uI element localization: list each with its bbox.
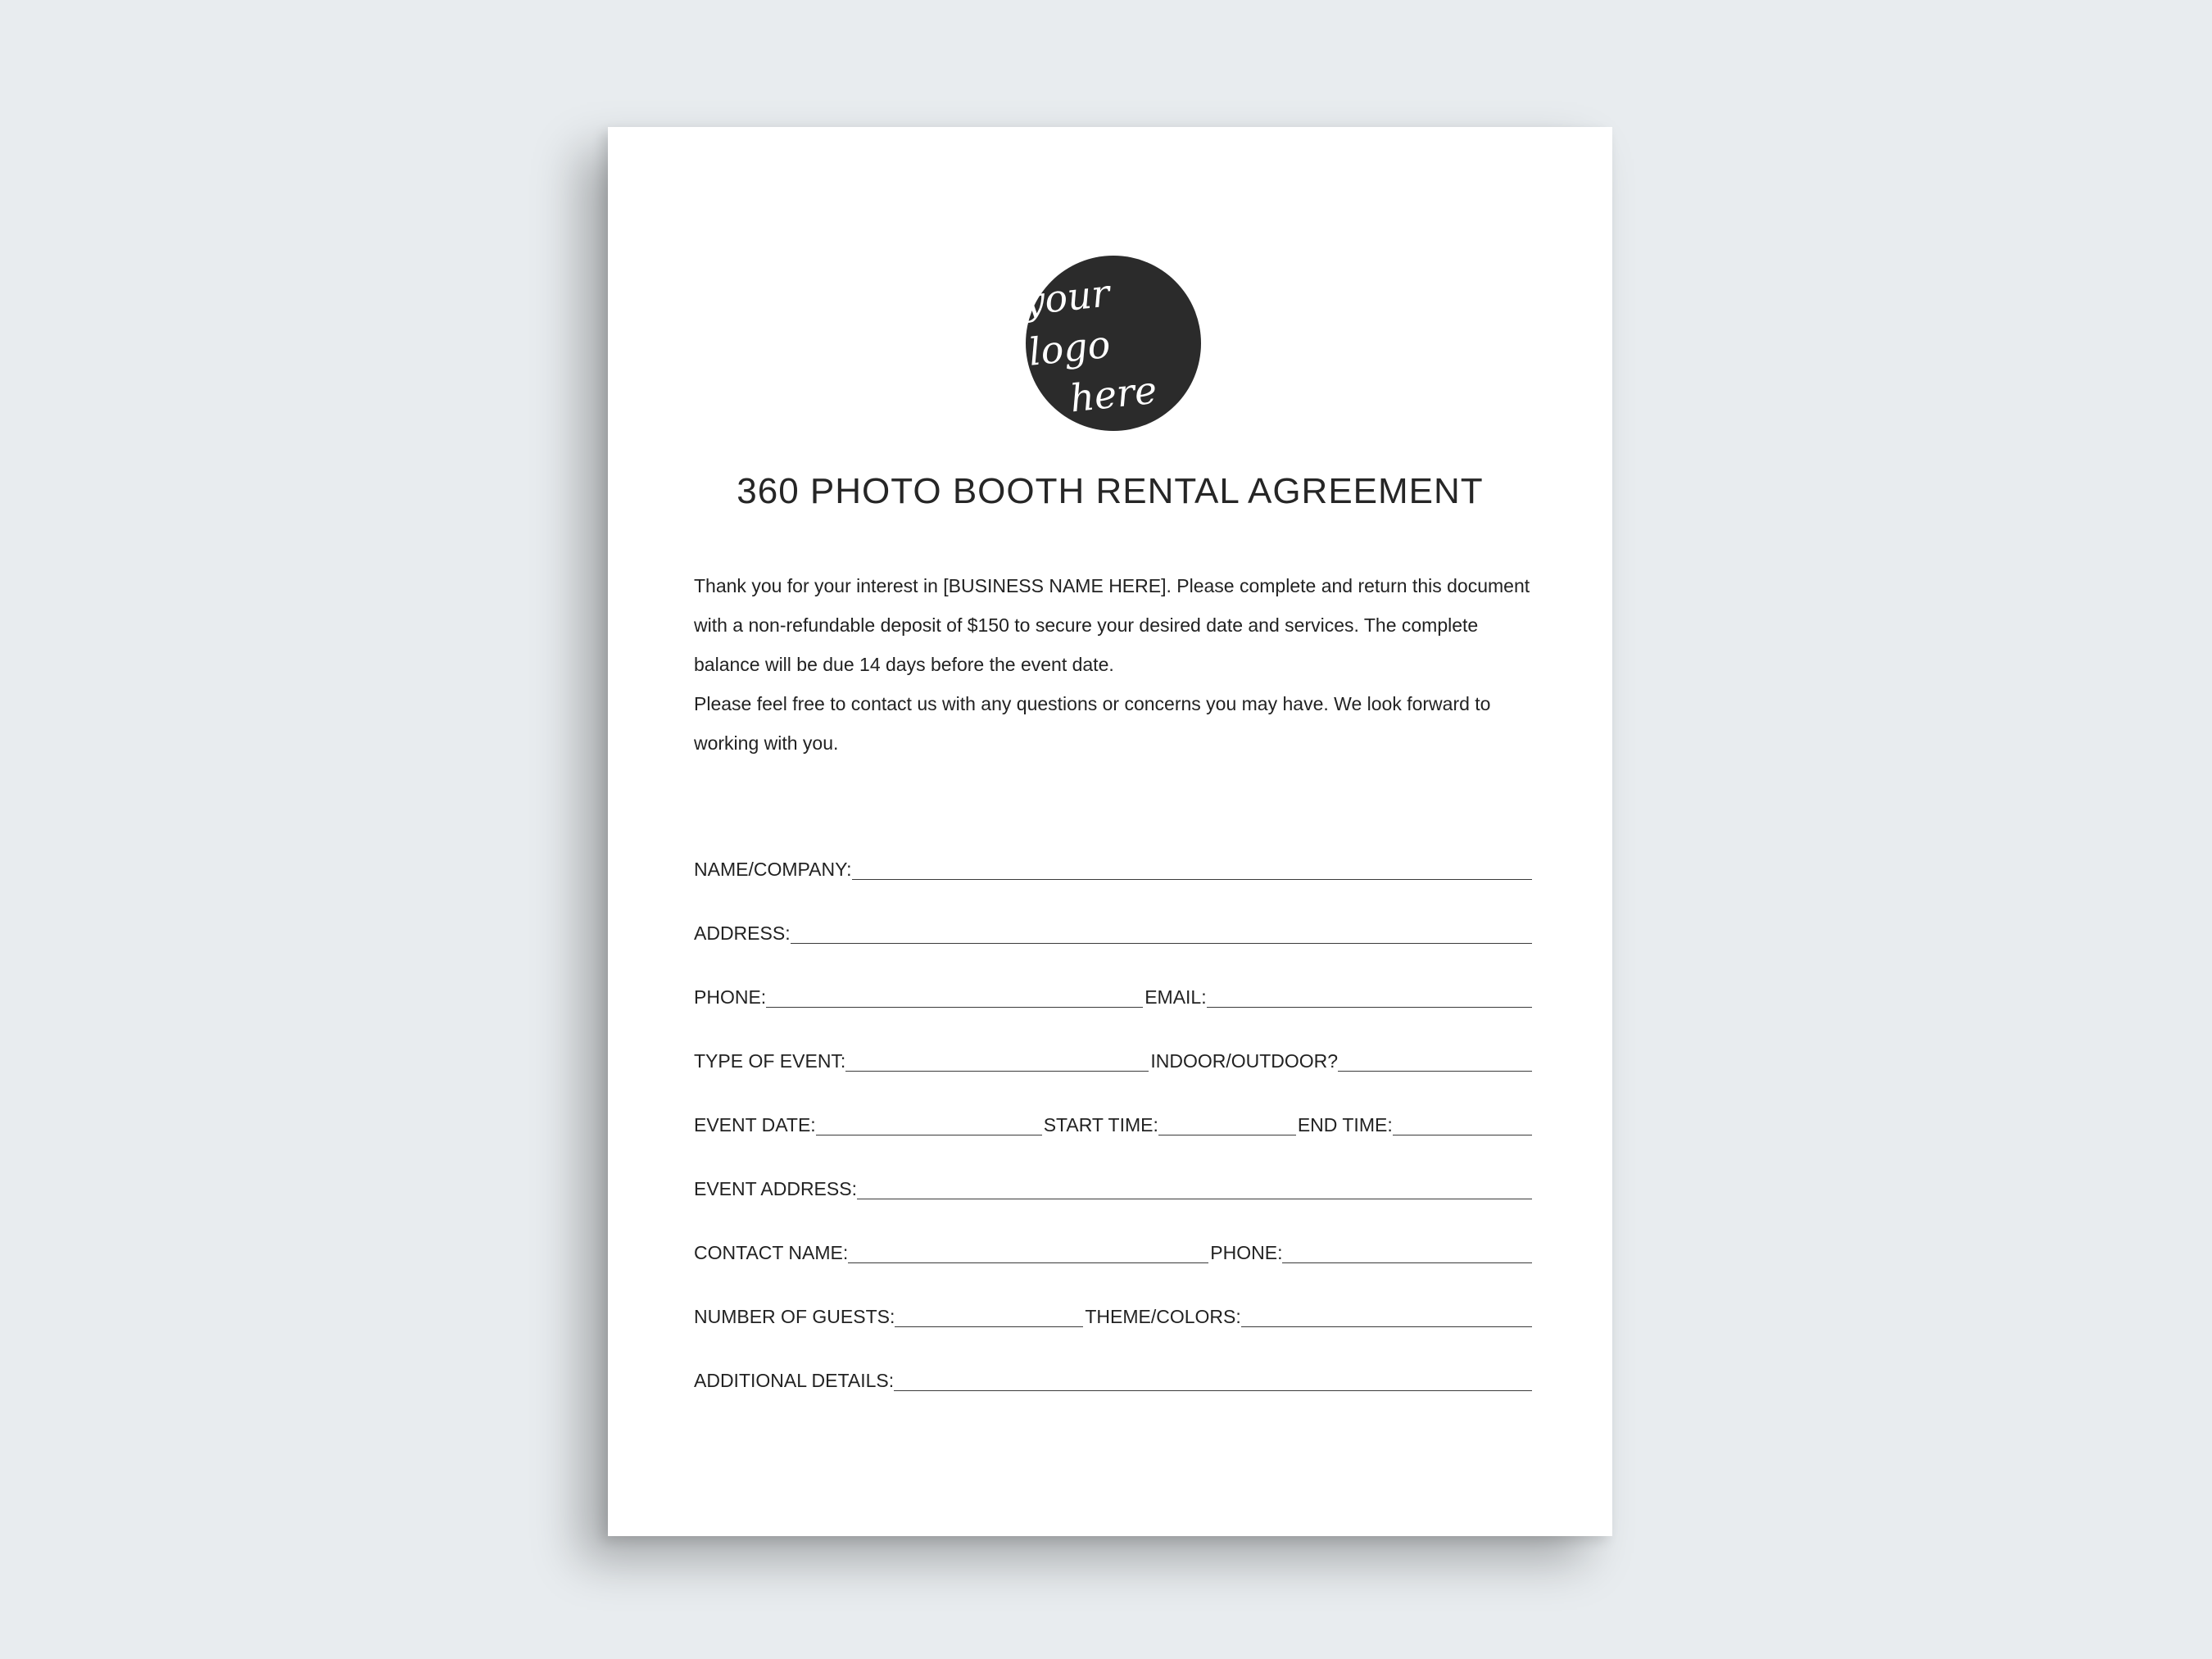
additional-details-field[interactable] (894, 1390, 1532, 1391)
rental-form (694, 818, 1534, 1393)
contact-name-field[interactable] (848, 1262, 1208, 1263)
form-row-event-type (694, 1009, 1534, 1073)
phone-label: PHONE: (694, 986, 767, 1008)
name-company-label: NAME/COMPANY: (694, 859, 852, 880)
contact-name-label: CONTACT NAME: (694, 1242, 849, 1263)
phone-field[interactable] (766, 1007, 1143, 1008)
end-time-label: END TIME: (1297, 1114, 1393, 1135)
page-title: 360 PHOTO BOOTH RENTAL AGREEMENT (737, 471, 1484, 511)
number-of-guests-label: NUMBER OF GUESTS: (694, 1306, 895, 1327)
intro-text (694, 566, 1538, 763)
event-address-label: EVENT ADDRESS: (694, 1178, 857, 1199)
email-label: EMAIL: (1145, 986, 1207, 1008)
logo-text-line2: here (1067, 367, 1159, 421)
form-row-address (694, 882, 1534, 945)
logo-text-line1: your logo (1021, 270, 1113, 374)
contact-phone-field[interactable] (1282, 1262, 1532, 1263)
form-row-contact (694, 1201, 1534, 1265)
email-field[interactable] (1207, 1007, 1532, 1008)
form-row-event-address (694, 1137, 1534, 1201)
address-label: ADDRESS: (694, 922, 791, 944)
type-of-event-field[interactable] (845, 1071, 1149, 1072)
form-row-additional-details (694, 1329, 1534, 1393)
intro-paragraph-1: Thank you for your interest in [BUSINESS NAME HERE]. Please complete and return this document with a non-refundable deposit of $150 to secure your desired date and services. The complete balance will be due 14 days before the event date. (694, 575, 1530, 675)
form-row-name-company (694, 818, 1534, 882)
intro-paragraph-2: Please feel free to contact us with any questions or concerns you may have. We look forward to working with you. (694, 693, 1491, 754)
start-time-label: START TIME: (1043, 1114, 1158, 1135)
form-row-guests-theme (694, 1265, 1534, 1329)
form-row-event-times (694, 1073, 1534, 1137)
indoor-outdoor-field[interactable] (1338, 1071, 1532, 1072)
event-date-label: EVENT DATE: (694, 1114, 816, 1135)
form-row-phone-email (694, 945, 1534, 1009)
theme-colors-label: THEME/COLORS: (1085, 1306, 1241, 1327)
name-company-field[interactable] (852, 879, 1532, 880)
type-of-event-label: TYPE OF EVENT: (694, 1050, 846, 1072)
agreement-page (608, 127, 1612, 1536)
theme-colors-field[interactable] (1241, 1326, 1532, 1327)
number-of-guests-field[interactable] (895, 1326, 1083, 1327)
contact-phone-label: PHONE: (1210, 1242, 1283, 1263)
indoor-outdoor-label: INDOOR/OUTDOOR? (1150, 1050, 1339, 1072)
additional-details-label: ADDITIONAL DETAILS: (694, 1370, 895, 1391)
logo-placeholder (1021, 256, 1201, 431)
address-field[interactable] (791, 943, 1532, 944)
